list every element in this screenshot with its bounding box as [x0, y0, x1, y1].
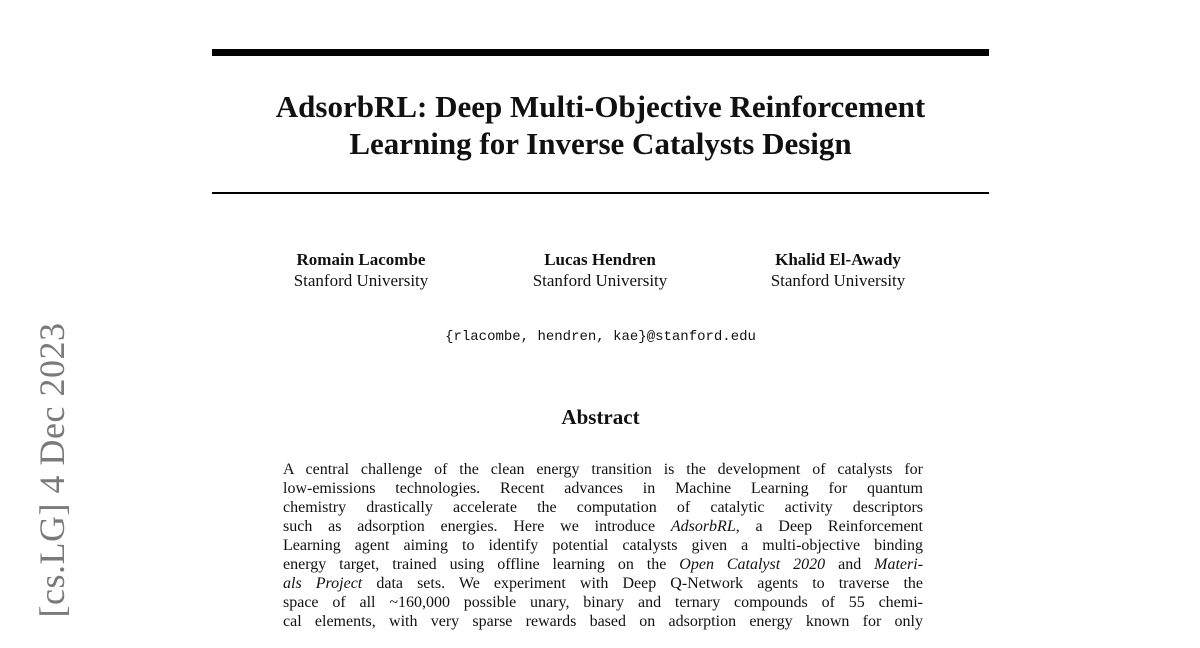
abstract-line — [283, 574, 923, 593]
abstract-text: data sets. We experiment with Deep Q-Network agents to traverse the — [362, 575, 924, 592]
abstract-text: A central challenge of the clean energy transition is the development of catalysts for — [283, 461, 923, 478]
abstract-emphasis: AdsorbRL — [670, 518, 736, 535]
abstract-line — [283, 536, 923, 555]
abstract-line — [283, 612, 923, 631]
abstract-text: such as adsorption energies. Here we introduce — [283, 518, 671, 535]
arxiv-stamp: [cs.LG] 4 Dec 2023 — [32, 322, 72, 618]
abstract-text: cal elements, with very sparse rewards based on adsorption energy known for only — [283, 613, 923, 630]
title-bottom-rule — [212, 192, 989, 194]
abstract-line — [283, 593, 923, 612]
author-affiliation: Stanford University — [532, 271, 668, 290]
author-affiliation: Stanford University — [770, 271, 906, 290]
abstract-emphasis: Open Catalyst 2020 — [679, 556, 826, 573]
abstract-line — [283, 460, 923, 479]
title-line: Learning for Inverse Catalysts Design — [349, 126, 852, 161]
author-name: Khalid El-Awady — [775, 250, 901, 269]
abstract-text: energy target, trained using offline learning on the — [283, 556, 680, 573]
author-3 — [738, 249, 938, 291]
author-1 — [261, 249, 461, 291]
top-rule — [212, 49, 989, 56]
abstract-line — [283, 498, 923, 517]
author-name: Romain Lacombe — [296, 250, 426, 269]
abstract-text: space of all ~160,000 possible unary, binary and ternary compounds of 55 chemi- — [283, 594, 923, 611]
abstract-body — [283, 460, 923, 631]
author-affiliation: Stanford University — [293, 271, 429, 290]
abstract-emphasis: als Project — [283, 575, 363, 592]
title-line: AdsorbRL: Deep Multi-Objective Reinforcement — [275, 89, 926, 124]
author-email: {rlacombe, hendren, kae}@stanford.edu — [445, 329, 756, 345]
abstract-line — [283, 479, 923, 498]
author-block — [212, 249, 989, 293]
abstract-text: low-emissions technologies. Recent advances in Machine Learning for quantum — [283, 480, 923, 497]
abstract-text: , a Deep Reinforcement — [735, 518, 923, 535]
abstract-text: and — [825, 556, 875, 573]
abstract-heading: Abstract — [561, 405, 640, 429]
abstract-line — [283, 517, 923, 536]
paper-title — [212, 88, 989, 162]
abstract-text: chemistry drastically accelerate the computation of catalytic activity descriptors — [283, 499, 923, 516]
author-name: Lucas Hendren — [544, 250, 656, 269]
abstract-emphasis: Materi- — [874, 556, 924, 573]
author-2 — [500, 249, 700, 291]
abstract-line — [283, 555, 923, 574]
abstract-text: Learning agent aiming to identify potential catalysts given a multi-objective binding — [283, 537, 923, 554]
